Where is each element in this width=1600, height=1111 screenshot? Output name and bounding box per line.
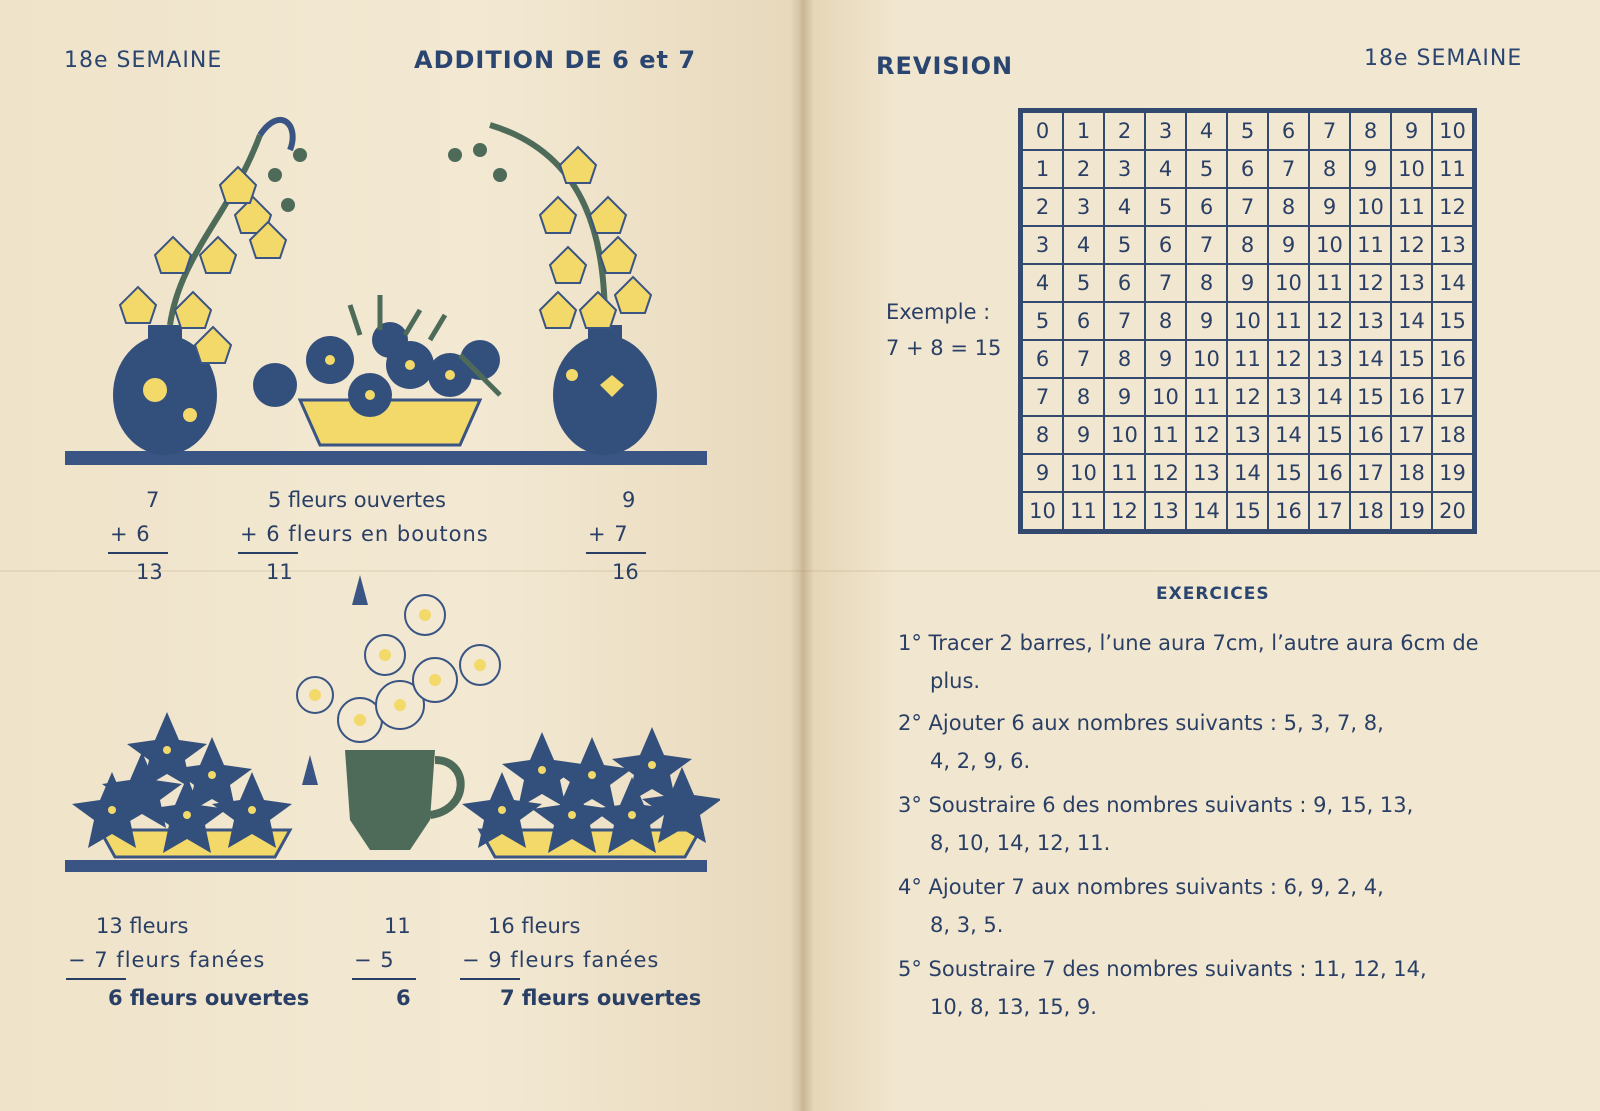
problem4-operand-b: − 7 fleurs fanées — [68, 948, 266, 972]
addition-table-cell: 9 — [1309, 188, 1350, 226]
addition-table-cell: 7 — [1309, 112, 1350, 150]
problem3-operand-b: + 7 — [588, 522, 629, 546]
addition-table-cell: 10 — [1227, 302, 1268, 340]
addition-table-cell: 20 — [1432, 492, 1473, 530]
addition-table-cell: 11 — [1432, 150, 1473, 188]
addition-table-cell: 12 — [1309, 302, 1350, 340]
right-bowl-with-blue-flowers — [462, 727, 720, 857]
addition-table-cell: 10 — [1391, 150, 1432, 188]
addition-table-cell: 10 — [1063, 454, 1104, 492]
addition-table-cell: 6 — [1022, 340, 1063, 378]
problem1-operand-a: 7 — [146, 488, 160, 512]
addition-table-cell: 9 — [1104, 378, 1145, 416]
problem1-result: 13 — [136, 560, 163, 584]
addition-table-cell: 10 — [1309, 226, 1350, 264]
addition-table-cell: 14 — [1391, 302, 1432, 340]
addition-table-cell: 3 — [1104, 150, 1145, 188]
exercises-title: EXERCICES — [1156, 584, 1270, 604]
addition-table-row — [1022, 378, 1473, 416]
addition-table-cell: 8 — [1350, 112, 1391, 150]
addition-table-cell: 17 — [1432, 378, 1473, 416]
problem5-operand-a: 11 — [384, 914, 411, 938]
addition-table-cell: 9 — [1268, 226, 1309, 264]
addition-table-cell: 7 — [1022, 378, 1063, 416]
addition-table-cell: 6 — [1268, 112, 1309, 150]
addition-table-cell: 11 — [1309, 264, 1350, 302]
problem4-result: 6 fleurs ouvertes — [108, 986, 310, 1010]
addition-table-row — [1022, 302, 1473, 340]
problem3-result: 16 — [612, 560, 639, 584]
addition-table-cell: 12 — [1227, 378, 1268, 416]
addition-table-cell: 7 — [1186, 226, 1227, 264]
addition-table — [1018, 108, 1477, 534]
bottom-shelf — [65, 860, 707, 872]
addition-table-row — [1022, 264, 1473, 302]
addition-table-cell: 8 — [1309, 150, 1350, 188]
addition-table-cell: 6 — [1227, 150, 1268, 188]
bottom-flower-illustration — [60, 565, 720, 895]
addition-table-cell: 12 — [1186, 416, 1227, 454]
addition-table-cell: 7 — [1063, 340, 1104, 378]
problem2-result: 11 — [266, 560, 293, 584]
addition-table-cell: 2 — [1104, 112, 1145, 150]
addition-table-cell: 2 — [1063, 150, 1104, 188]
addition-table-row — [1022, 112, 1473, 150]
problem1-rule — [108, 552, 168, 554]
addition-table-cell: 11 — [1227, 340, 1268, 378]
addition-table-cell: 14 — [1350, 340, 1391, 378]
addition-table-cell: 15 — [1391, 340, 1432, 378]
addition-table-cell: 5 — [1227, 112, 1268, 150]
addition-table-cell: 3 — [1063, 188, 1104, 226]
addition-table-cell: 7 — [1104, 302, 1145, 340]
addition-table-cell: 8 — [1063, 378, 1104, 416]
addition-table-cell: 5 — [1145, 188, 1186, 226]
right-vase-with-bellflowers — [448, 125, 657, 455]
addition-table-grid — [1021, 111, 1474, 531]
exercise-5-line1: 5° Soustraire 7 des nombres suivants : 11, 12, 14, — [898, 957, 1427, 981]
addition-table-cell: 16 — [1350, 416, 1391, 454]
addition-table-row — [1022, 340, 1473, 378]
addition-table-cell: 9 — [1350, 150, 1391, 188]
addition-table-cell: 13 — [1309, 340, 1350, 378]
addition-table-row — [1022, 416, 1473, 454]
exercise-3-line2: 8, 10, 14, 12, 11. — [930, 831, 1111, 855]
book-gutter — [790, 0, 814, 1111]
addition-table-cell: 13 — [1350, 302, 1391, 340]
left-header-title: ADDITION DE 6 et 7 — [414, 46, 697, 74]
addition-table-cell: 5 — [1022, 302, 1063, 340]
addition-table-cell: 15 — [1268, 454, 1309, 492]
addition-table-cell: 6 — [1104, 264, 1145, 302]
addition-table-cell: 1 — [1063, 112, 1104, 150]
addition-table-cell: 11 — [1104, 454, 1145, 492]
left-bowl-with-blue-flowers — [72, 712, 292, 857]
right-header-title: REVISION — [876, 52, 1014, 80]
addition-table-row — [1022, 454, 1473, 492]
example-label: Exemple : — [886, 300, 991, 324]
addition-table-cell: 9 — [1145, 340, 1186, 378]
left-header-week: 18e SEMAINE — [64, 48, 223, 73]
addition-table-cell: 13 — [1268, 378, 1309, 416]
exercise-5 — [898, 950, 1538, 1026]
addition-table-row — [1022, 492, 1473, 530]
addition-table-cell: 4 — [1022, 264, 1063, 302]
addition-table-cell: 18 — [1350, 492, 1391, 530]
addition-table-cell: 16 — [1432, 340, 1473, 378]
addition-table-cell: 5 — [1186, 150, 1227, 188]
addition-table-cell: 9 — [1022, 454, 1063, 492]
addition-table-cell: 12 — [1104, 492, 1145, 530]
addition-table-cell: 10 — [1186, 340, 1227, 378]
addition-table-cell: 8 — [1227, 226, 1268, 264]
problem1-operand-b: + 6 — [110, 522, 151, 546]
addition-table-cell: 11 — [1350, 226, 1391, 264]
addition-table-cell: 12 — [1432, 188, 1473, 226]
right-header-week: 18e SEMAINE — [1364, 46, 1523, 71]
addition-table-cell: 3 — [1145, 112, 1186, 150]
addition-table-cell: 5 — [1063, 264, 1104, 302]
addition-table-cell: 17 — [1391, 416, 1432, 454]
addition-table-cell: 12 — [1145, 454, 1186, 492]
addition-table-cell: 15 — [1227, 492, 1268, 530]
addition-table-row — [1022, 150, 1473, 188]
addition-table-cell: 12 — [1391, 226, 1432, 264]
addition-table-cell: 14 — [1432, 264, 1473, 302]
addition-table-cell: 10 — [1145, 378, 1186, 416]
problem6-result: 7 fleurs ouvertes — [500, 986, 702, 1010]
example-equation: 7 + 8 = 15 — [886, 336, 1002, 360]
exercise-2-line2: 4, 2, 9, 6. — [930, 749, 1031, 773]
problem2-operand-a: 5 fleurs ouvertes — [268, 488, 446, 512]
exercise-3 — [898, 786, 1538, 862]
addition-table-cell: 15 — [1432, 302, 1473, 340]
addition-table-cell: 1 — [1022, 150, 1063, 188]
addition-table-cell: 11 — [1063, 492, 1104, 530]
addition-table-cell: 19 — [1432, 454, 1473, 492]
addition-table-cell: 11 — [1145, 416, 1186, 454]
addition-table-cell: 14 — [1186, 492, 1227, 530]
addition-table-cell: 4 — [1186, 112, 1227, 150]
addition-table-cell: 12 — [1268, 340, 1309, 378]
problem3-operand-a: 9 — [622, 488, 636, 512]
addition-table-cell: 6 — [1186, 188, 1227, 226]
addition-table-cell: 0 — [1022, 112, 1063, 150]
addition-table-cell: 4 — [1104, 188, 1145, 226]
addition-table-cell: 17 — [1350, 454, 1391, 492]
addition-table-cell: 7 — [1145, 264, 1186, 302]
top-flower-illustration — [60, 95, 720, 475]
addition-table-cell: 9 — [1186, 302, 1227, 340]
addition-table-cell: 10 — [1350, 188, 1391, 226]
exercise-4-line1: 4° Ajouter 7 aux nombres suivants : 6, 9, 2, 4, — [898, 875, 1384, 899]
addition-table-cell: 13 — [1186, 454, 1227, 492]
addition-table-cell: 7 — [1227, 188, 1268, 226]
problem6-operand-a: 16 fleurs — [488, 914, 581, 938]
addition-table-cell: 9 — [1227, 264, 1268, 302]
addition-table-row — [1022, 226, 1473, 264]
addition-table-cell: 11 — [1186, 378, 1227, 416]
addition-table-cell: 12 — [1350, 264, 1391, 302]
problem5-rule — [352, 978, 416, 980]
center-bowl-with-violets — [253, 295, 500, 445]
addition-table-cell: 16 — [1309, 454, 1350, 492]
problem4-operand-a: 13 fleurs — [96, 914, 189, 938]
addition-table-cell: 17 — [1309, 492, 1350, 530]
addition-table-cell: 8 — [1268, 188, 1309, 226]
exercise-1-line2: plus. — [930, 669, 981, 693]
addition-table-cell: 13 — [1391, 264, 1432, 302]
problem2-rule — [238, 552, 298, 554]
addition-table-cell: 8 — [1104, 340, 1145, 378]
addition-table-cell: 7 — [1268, 150, 1309, 188]
exercise-2 — [898, 704, 1538, 780]
exercise-2-line1: 2° Ajouter 6 aux nombres suivants : 5, 3, 7, 8, — [898, 711, 1384, 735]
addition-table-cell: 4 — [1063, 226, 1104, 264]
addition-table-cell: 3 — [1022, 226, 1063, 264]
addition-table-cell: 10 — [1432, 112, 1473, 150]
problem2-operand-b: + 6 fleurs en boutons — [240, 522, 489, 546]
addition-table-cell: 19 — [1391, 492, 1432, 530]
addition-table-cell: 15 — [1350, 378, 1391, 416]
addition-table-cell: 13 — [1145, 492, 1186, 530]
exercise-3-line1: 3° Soustraire 6 des nombres suivants : 9, 15, 13, — [898, 793, 1414, 817]
addition-table-cell: 5 — [1104, 226, 1145, 264]
exercise-4-line2: 8, 3, 5. — [930, 913, 1004, 937]
addition-table-cell: 15 — [1309, 416, 1350, 454]
addition-table-cell: 11 — [1391, 188, 1432, 226]
exercise-4 — [898, 868, 1538, 944]
problem3-rule — [586, 552, 646, 554]
addition-table-cell: 9 — [1063, 416, 1104, 454]
addition-table-cell: 8 — [1145, 302, 1186, 340]
addition-table-cell: 18 — [1432, 416, 1473, 454]
exercise-1-line1: 1° Tracer 2 barres, l’une aura 7cm, l’autre aura 6cm de — [898, 631, 1479, 655]
addition-table-cell: 10 — [1268, 264, 1309, 302]
addition-table-cell: 14 — [1268, 416, 1309, 454]
addition-table-cell: 16 — [1268, 492, 1309, 530]
addition-table-cell: 11 — [1268, 302, 1309, 340]
addition-table-cell: 10 — [1104, 416, 1145, 454]
problem4-rule — [66, 978, 126, 980]
problem5-operand-b: − 5 — [354, 948, 395, 972]
addition-table-cell: 6 — [1063, 302, 1104, 340]
addition-table-row — [1022, 188, 1473, 226]
addition-table-cell: 8 — [1022, 416, 1063, 454]
addition-table-cell: 9 — [1391, 112, 1432, 150]
problem5-result: 6 — [396, 986, 411, 1010]
addition-table-cell: 18 — [1391, 454, 1432, 492]
addition-table-cell: 6 — [1145, 226, 1186, 264]
addition-table-cell: 2 — [1022, 188, 1063, 226]
addition-table-cell: 14 — [1227, 454, 1268, 492]
addition-table-cell: 8 — [1186, 264, 1227, 302]
addition-table-cell: 13 — [1432, 226, 1473, 264]
addition-table-cell: 10 — [1022, 492, 1063, 530]
addition-table-cell: 4 — [1145, 150, 1186, 188]
exercise-1 — [898, 624, 1538, 700]
addition-table-cell: 13 — [1227, 416, 1268, 454]
exercise-5-line2: 10, 8, 13, 15, 9. — [930, 995, 1097, 1019]
problem6-operand-b: − 9 fleurs fanées — [462, 948, 660, 972]
addition-table-cell: 16 — [1391, 378, 1432, 416]
problem6-rule — [460, 978, 520, 980]
addition-table-cell: 14 — [1309, 378, 1350, 416]
